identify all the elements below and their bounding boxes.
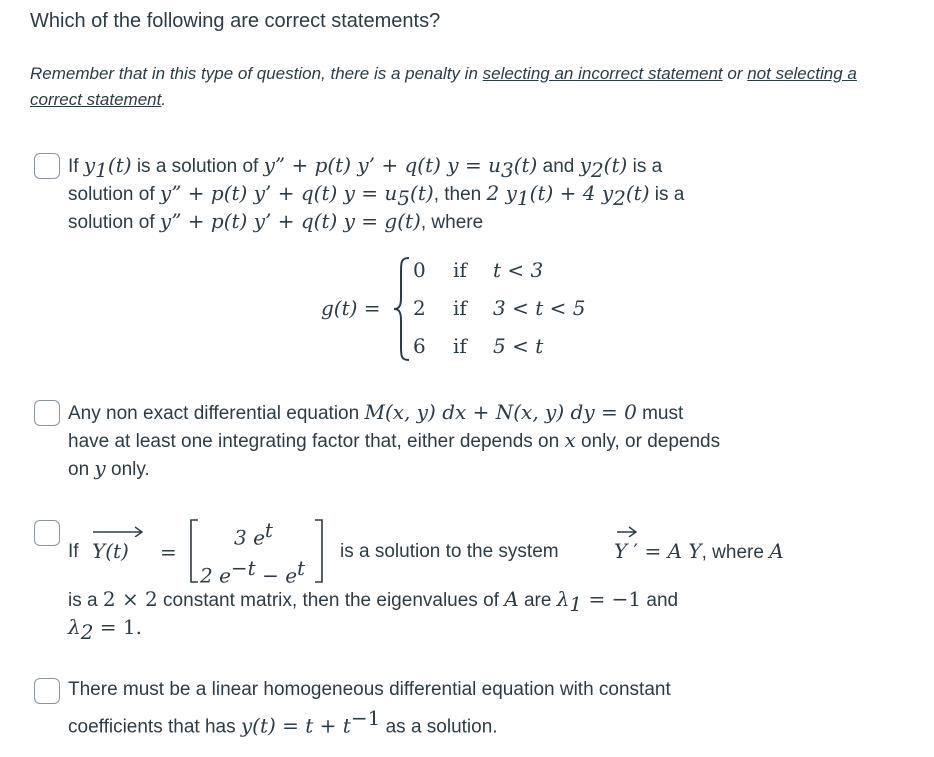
t: is a bbox=[649, 184, 685, 205]
equals: = bbox=[160, 540, 177, 564]
reminder-middle: or bbox=[722, 64, 748, 83]
option-2-line-1 bbox=[68, 398, 868, 426]
option-3-text bbox=[68, 518, 868, 588]
m: 5 < t bbox=[493, 334, 544, 358]
m: (t) bbox=[107, 153, 132, 177]
option-1-text bbox=[68, 151, 868, 358]
system-eq bbox=[614, 537, 784, 567]
option-4-text bbox=[68, 676, 868, 738]
t: 0 bbox=[413, 258, 426, 282]
option-1[interactable] bbox=[34, 151, 894, 366]
m: y” + p(t) y’ + q(t) y = u bbox=[263, 153, 501, 177]
t: have at least one integrating factor that, either depends on bbox=[68, 431, 565, 452]
t: 6 bbox=[413, 334, 426, 358]
s: 2 bbox=[613, 186, 626, 210]
option-2[interactable] bbox=[34, 398, 894, 488]
t: , then bbox=[433, 184, 487, 205]
option-1-line-2 bbox=[68, 179, 868, 210]
t: if bbox=[453, 334, 467, 358]
m: (t) + 4 y bbox=[529, 181, 614, 205]
m: 2 e bbox=[200, 563, 231, 588]
right-bracket-icon bbox=[313, 518, 325, 584]
t: and bbox=[641, 590, 679, 611]
m: 2 y bbox=[486, 181, 517, 205]
option-4-line-2 bbox=[68, 704, 868, 738]
m: (t) bbox=[603, 153, 628, 177]
s: −1 bbox=[350, 706, 381, 730]
t: constant matrix, then the eigenvalues of bbox=[157, 590, 505, 611]
penalty-reminder bbox=[30, 61, 890, 113]
t: are bbox=[518, 590, 557, 611]
m: λ bbox=[68, 615, 81, 639]
g-lhs: g(t) = bbox=[321, 296, 381, 320]
t: and bbox=[537, 156, 580, 177]
t: , where bbox=[701, 542, 770, 563]
option-2-line-3 bbox=[68, 454, 868, 482]
s: −t bbox=[230, 556, 256, 580]
option-3-text-cont bbox=[68, 585, 868, 644]
t: , where bbox=[420, 212, 484, 233]
option-1-line-3 bbox=[68, 207, 868, 235]
reminder-suffix: . bbox=[161, 90, 167, 109]
m: Y(t) bbox=[92, 539, 129, 563]
m: ′ = bbox=[627, 539, 668, 563]
option-3-system bbox=[340, 538, 559, 566]
vector-Yt bbox=[92, 537, 129, 567]
m: A bbox=[504, 587, 519, 611]
solution-matrix bbox=[188, 518, 348, 588]
t: If bbox=[68, 156, 84, 177]
option-1-checkbox[interactable] bbox=[34, 153, 60, 179]
t: 2 bbox=[413, 296, 426, 320]
vector-arrow-icon bbox=[616, 525, 638, 537]
t: solution of bbox=[68, 184, 160, 205]
m: 2 × 2 bbox=[102, 587, 158, 611]
m: M(x, y) dx + N(x, y) dy = 0 bbox=[364, 400, 637, 424]
m: y bbox=[94, 456, 106, 480]
t: is a bbox=[627, 156, 663, 177]
t: on bbox=[68, 459, 95, 480]
t: only, or depends bbox=[575, 431, 721, 452]
t: is a solution to the system bbox=[340, 541, 559, 562]
s: 1 bbox=[95, 158, 108, 182]
t: if bbox=[453, 258, 467, 282]
vector-arrow-icon bbox=[92, 525, 144, 537]
m: 3 < t < 5 bbox=[493, 296, 586, 320]
m: y bbox=[83, 153, 96, 177]
s: 1 bbox=[516, 186, 530, 210]
m: x bbox=[564, 428, 576, 452]
t: is a bbox=[68, 590, 103, 611]
option-3-checkbox[interactable] bbox=[34, 520, 60, 546]
m: 3 e bbox=[234, 525, 265, 550]
s: t bbox=[297, 556, 306, 580]
option-1-line-1 bbox=[68, 151, 868, 182]
m: (t) bbox=[513, 153, 538, 177]
s: 2 bbox=[590, 158, 604, 182]
option-2-checkbox[interactable] bbox=[34, 400, 60, 426]
m: Y bbox=[614, 539, 628, 563]
option-4-checkbox[interactable] bbox=[34, 678, 60, 704]
m: (t) bbox=[625, 181, 650, 205]
t: only. bbox=[105, 459, 150, 480]
m: = −1 bbox=[582, 587, 642, 611]
t: solution of bbox=[68, 212, 160, 233]
t: must bbox=[636, 403, 684, 424]
m: t < 3 bbox=[493, 258, 544, 282]
left-brace-icon bbox=[391, 254, 413, 364]
s: 3 bbox=[500, 158, 514, 182]
s: 1 bbox=[569, 592, 583, 616]
m: = 1. bbox=[93, 615, 142, 639]
option-2-text bbox=[68, 398, 868, 482]
s: 5 bbox=[397, 186, 411, 210]
option-3-if bbox=[68, 538, 79, 566]
question-text: Which of the following are correct statements? bbox=[30, 10, 441, 32]
s: t bbox=[264, 518, 273, 542]
t: as a solution. bbox=[380, 716, 498, 738]
m: y(t) = t + t bbox=[240, 713, 351, 738]
t: if bbox=[453, 296, 467, 320]
m: − e bbox=[255, 563, 298, 588]
left-bracket-icon bbox=[188, 518, 200, 584]
m: (t) bbox=[410, 181, 434, 205]
matrix-top bbox=[234, 516, 273, 552]
reminder-incorrect: selecting an incorrect statement bbox=[482, 64, 723, 83]
option-3-line-2 bbox=[68, 585, 868, 616]
m: y” + p(t) y’ + q(t) y = g(t) bbox=[159, 209, 421, 233]
m: A bbox=[769, 539, 784, 563]
t: Any non exact differential equation bbox=[68, 403, 365, 424]
t: coefficients that has bbox=[68, 716, 241, 738]
option-4-line-1: There must be a linear homogeneous differential equation with constant bbox=[68, 679, 671, 700]
option-2-line-2 bbox=[68, 426, 868, 454]
option-3[interactable] bbox=[34, 518, 894, 648]
m: y bbox=[579, 153, 591, 177]
option-3-line-3 bbox=[68, 613, 868, 644]
s: 2 bbox=[80, 620, 94, 644]
reminder-prefix: Remember that in this type of question, there is a penalty in bbox=[30, 64, 483, 83]
option-4[interactable] bbox=[34, 676, 894, 740]
m: y” + p(t) y’ + q(t) y = u bbox=[159, 181, 398, 205]
t: If bbox=[68, 541, 79, 562]
m: A Y bbox=[667, 539, 702, 563]
m: λ bbox=[556, 587, 570, 611]
t: is a solution of bbox=[131, 156, 264, 177]
reminder-not-selecting: not selecting a correct statement bbox=[30, 64, 857, 109]
piecewise-g bbox=[321, 254, 641, 364]
